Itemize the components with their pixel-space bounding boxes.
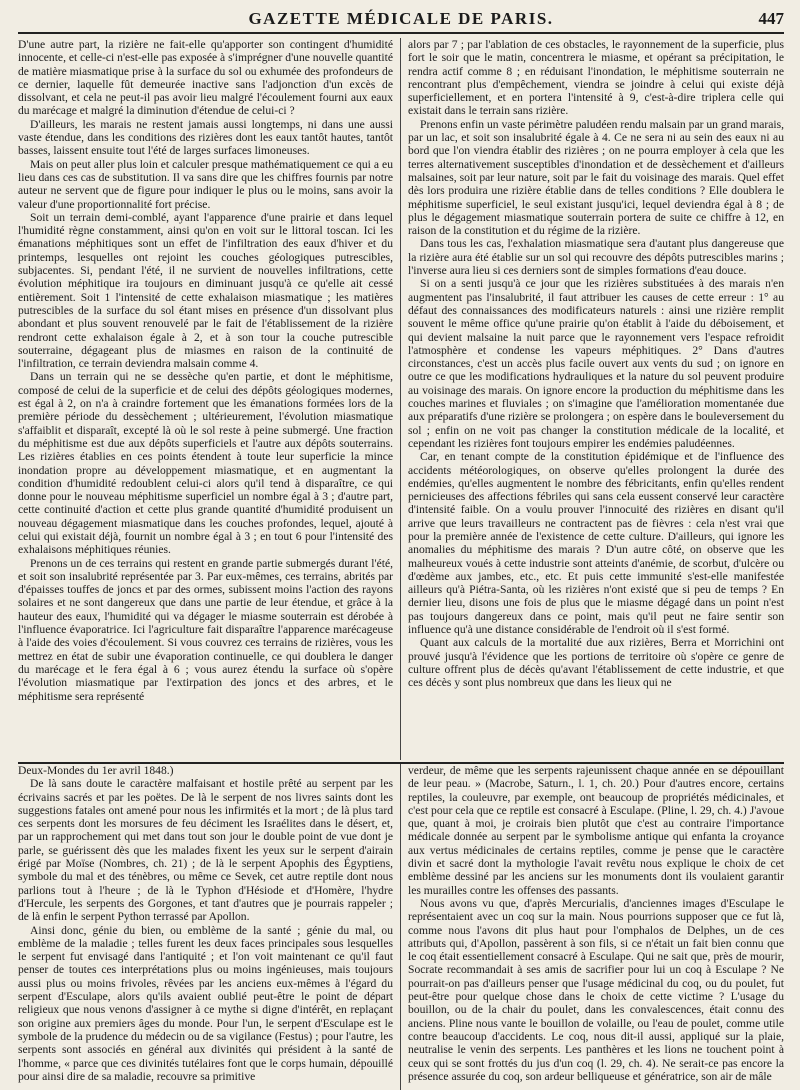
page-header [18,6,784,34]
journal-title: GAZETTE MÉDICALE DE PARIS. [248,9,554,28]
bottom-left-column [18,764,401,1090]
paragraph: Prenons un de ces terrains qui restent en grande partie submergés durant l'été, et soit son insalubrité représentée par 3. Par eux-mêmes, ces terrains, abrités par d'épaisses touffes de joncs et par des ormes, subissent moins l'action des rayons solaires et ne sont dangereux que dans une partie de leur étendue, et grâce à la hauteur des eaux, l'humidité qui va dégager le miasme souterrain est dérobée à l'influence évaporatrice. Ici l'agriculture fait disparaître l'apparence marécageuse à l'aide des voies d'écoulement. Si vous couvrez ces terrains de rizières, vous les mettrez en état de subir une évaporation continuelle, ce qui doublera le danger du marécage et le fera égal à 6 ; vous aurez étendu la surface où s'opère l'évolution miasmatique par l'extirpation des joncs et des arbres, et le méphitisme sera représenté [18,556,393,703]
paragraph: verdeur, de même que les serpents rajeunissent chaque année en se dépouillant de leur peau. » (Macrobe, Saturn., l. 1, ch. 20.) Pour d'autres encore, certains reptiles, la couleuvre, par exemple, ont beaucoup de propriétés médicinales, et c'est pour cela que ce reptile est consacré à Esculape. (Pline, l. 29, ch. 4.) J'avoue que, quant à moi, je croirais bien plutôt que c'est au contraire l'importance médicale donnée au serpent par le symbolisme antique qui enfanta la croyance aux vertus médicinales de certains reptiles, comme je pense que le caractère divin et sacré dont la mythologie l'avait revêtu nous explique le choix de cet emblème dessiné par les anciens sur les monuments dont ils voulaient garantir les murailles contre les offenses des passants. [408,764,784,897]
paragraph: Quant aux calculs de la mortalité due aux rizières, Berra et Morrichini ont prouvé jusqu'à l'évidence que les portions de territoire où s'opère ce genre de culture offrent plus de décès qu'avant l'établissement de cette industrie, et que ces décès y sont plus nombreux que dans les lieux qui ne [408,636,784,690]
top-right-column [401,38,784,760]
paragraph: D'une autre part, la rizière ne fait-elle qu'apporter son contingent d'humidité innocente, et celle-ci n'est-elle pas exposée à s'imprégner d'une nouvelle quantité de matière miasmatique prise à la surface du sol ou exhumée des profondeurs de ce dernier, laquelle fût demeurée inactive sans l'adjonction d'un excès de dissolvant, et cela ne peut-il pas avoir lieu malgré l'écoulement fourni aux eaux du marécage et malgré la diminution d'étendue de celui-ci ? [18,38,393,118]
paragraph: De là sans doute le caractère malfaisant et hostile prêté au serpent par les écrivains sacrés et par les poëtes. De là le serpent de nos livres saints dont les suggestions fatales ont amené pour nous les infirmités et la mort ; de là plus tard ces serpents dont les morsures de feu déciment les Israélites dans le désert, et, par un rapprochement qui met dans tout son jour le double point de vue dont je parle, se guérissent dès que les malades fixent les yeux sur le serpent d'airain érigé par Moïse (Nombres, ch. 21) ; de là le serpent Apophis des Égyptiens, symbole du mal et des ténèbres, ou même ce Sevek, cet autre reptile dont nous parlions tout à l'heure ; de là le Typhon d'Hésiode et d'Homère, l'hydre d'Hercule, les serpents des Gorgones, et tant d'autres que je pourrais rappeler ; de là enfin le serpent Python terrassé par Apollon. [18,777,393,924]
bottom-right-column [401,764,784,1090]
top-left-column [18,38,401,760]
paragraph: Si on a senti jusqu'à ce jour que les rizières substituées à des marais n'en augmentent pas l'insalubrité, il faut attribuer les causes de cette erreur : 1° au défaut des connaissances des modificateurs naturels : ainsi une rizière remplit souvent le même office qu'une prairie qu'on établit à l'aide du déboisement, et qui devient malsaine la nuit parce que le rayonnement vers l'espace refroidit l'atmosphère et condense les vapeurs méphitiques. 2° Dans d'autres circonstances, c'est un accès plus facile ouvert aux vents du sud ; on ignore en outre ce que les modifications hydrauliques et la nature du sol peuvent produire au voisinage des marais. On ignore encore la production du méphitisme dans les couches marines et fluviales ; on s'imagine que l'amélioration momentanée due aux préparatifs d'une rizière se prolongera ; on espère dans le bouleversement du sol ; enfin on ne voit pas changer la constitution médicale de la localité, et cependant les rizières font toujours empirer les endémies paludéennes. [408,277,784,450]
paragraph: Prenons enfin un vaste périmètre paludéen rendu malsain par un grand marais, par un lac, et soit son insalubrité égale à 4. Ce ne sera ni au sein des eaux ni au bord que l'on viendra établir des rizières ; on ne pourra employer à cela que les terres alternativement susceptibles d'inondation et de dessèchement et d'ailleurs malsaines, soit par leur nature, soit par le fait du voisinage des marais. Quel effet dès lors produira une rizière établie dans de telles conditions ? Elle doublera le méphitisme superficiel, le seul existant jusqu'ici, lequel deviendra égal à 8 ; de plus le dégagement miasmatique souterrain portera de suite ce chiffre à 12, en raison de la constitution et du régime de la rizière. [408,117,784,238]
top-section [18,38,784,760]
paragraph: Nous avons vu que, d'après Mercurialis, d'anciennes images d'Esculape le représentaient avec un coq sur la main. Nous pourrions supposer que ce fut là, comme nous l'avons dit plus haut pour l'omphalos de Delphes, un de ces attributs qui, d'Apollon, passèrent à son fils, si ce n'était un fait bien connu que le coq était essentiellement consacré à Esculape. Qui ne sait que, près de mourir, Socrate recommandait à ses amis de sacrifier pour lui un coq à Esculape ? Ne pourrait-on pas d'ailleurs penser que l'usage médicinal du coq, ou du poulet, fut peut-être pour quelque chose dans le choix de cette victime ? L'usage du bouillon, ou de la chair du poulet, dans les convalescences, était connu des anciens. Pline nous vante le bouillon de volaille, ou l'eau de poulet, comme utile contre beaucoup d'accidents. Le coq, nous dit-il aussi, appliqué sur la plaie, neutralise le venin des serpents. Les panthères et les lions ne touchent point à ceux qui se sont frottés du jus d'un coq (l. 29, ch. 4). Ne serait-ce pas encore la présence assurée du coq, son ardeur belliqueuse et génératrice, son air de mâle [408,896,784,1083]
paragraph: alors par 7 ; par l'ablation de ces obstacles, le rayonnement de la superficie, plus fort le soir que le matin, concentrera le miasme, et opérant sa précipitation, le rendra actif comme 8 ; en réduisant l'inondation, le méphitisme souterrain ne rencontrant plus d'empêchement, viendra se joindre à celui qui existe déjà superficiellement, et en portera l'intensité à 9, c'est-à-dire triplera celle qui existait dans le terrain sans rizière. [408,38,784,118]
paragraph: Mais on peut aller plus loin et calculer presque mathématiquement ce qui a eu lieu dans ces cas de substitution. Il va sans dire que les chiffres fournis par notre auteur ne servent que de figure pour indiquer le plus ou le moins, sans avoir la valeur d'une proportionnalité fort précise. [18,157,393,211]
paragraph: Dans tous les cas, l'exhalation miasmatique sera d'autant plus dangereuse que la rizière aura été établie sur un sol qui recouvre des dépôts putrescibles marins ; l'inverse aura lieu si ces derniers sont de simples formations d'eau douce. [408,237,784,278]
paragraph: Dans un terrain qui ne se dessèche qu'en partie, et dont le méphitisme, composé de celui de la superficie et de celui des dépôts géologiques modernes, est égal à 2, on n'a à craindre fortement que les émanations formées lors de la première période du dessèchement ; ultérieurement, l'évolution miasmatique s'affaiblit et disparaît, excepté là où le sol reste à peine submergé. Une fraction du méphitisme est due aux dépôts superficiels et l'autre aux dépôts souterrains. Les rizières établies en ces points étendent à toute leur superficie la mince inondation propre au développement miasmatique, et en augmentant la condition d'humidité redoublent celui-ci alors qu'il tend à disparaître, ce qui donne pour le nouveau méphitisme superficiel un nombre égal à 3 ; d'autre part, cette continuité d'action et cette plus grande quantité d'humidité produisent un nouveau dégagement miasmatique dans les couches profondes, lequel, ajouté à celui qui existait déjà, fournit un nombre égal à 3 ; en tout 6 pour l'intensité des exhalaisons méphitiques réunies. [18,370,393,557]
page-number: 447 [758,9,784,28]
paragraph: D'ailleurs, les marais ne restent jamais aussi longtemps, ni dans une aussi vaste étendue, dans les conditions des rizières dont les eaux tantôt hautes, tantôt basses, laissent ensuite tout l'été de larges surfaces limoneuses. [18,117,393,158]
citation-line: Deux-Mondes du 1er avril 1848.) [18,764,174,777]
feuilleton-section [18,762,784,1090]
paragraph: Ainsi donc, génie du bien, ou emblème de la santé ; génie du mal, ou emblème de la maladie ; telles furent les deux faces principales sous lesquelles le serpent fut envisagé dans l'antiquité ; et l'on voit maintenant ce qu'il faut penser de toutes ces interprétations plus ou moins ingénieuses, mais toujours aussi plus ou moins frivoles, rêvées par les anciens eux-mêmes à l'égard du serpent d'Esculape, alors qu'ils avaient oublié peut-être le point de départ religieux que nous venons d'assigner à ce mythe si digne d'intérêt, en replaçant son origine aux premiers âges du monde. Pour l'un, le serpent d'Esculape est le symbole de la prudence du médecin ou de sa vigilance (Festus) ; pour l'autre, les serpents sont associés en général aux divinités qui président à la santé de l'homme, « parce que ces divinités tutélaires font que le corps humain, dépouillé pour ainsi dire de sa maladie, recouvre sa primitive [18,923,393,1083]
paragraph: Car, en tenant compte de la constitution épidémique et de l'influence des accidents météorologiques, on observe qu'elles prolongent la durée des endémies, qu'elles augmentent le nombre des fébricitants, enfin qu'elles rendent pernicieuses des affections fébriles qui sans cela eussent conservé leur caractère d'intensité faible. On a voulu prouver l'innocuité des rizières en disant qu'il arrive que leurs travailleurs ne contractent pas de fièvres : cela n'est vrai que pour la première année de l'existence de cette culture. D'ailleurs, qui ignore les anomalies du méphitisme des marais ? D'un autre côté, on observe que les malheureux voués à cette industrie sont atteints d'anémie, de scorbut, d'ulcère ou d'œdème aux jambes, etc., etc. Et puis cette immunité s'est-elle manifestée ailleurs qu'à Piétra-Santa, où les rizières n'ont existé que si peu de temps ? En dernier lieu, disons une fois de plus que le miasme dégagé dans un point n'est pas toujours dangereux dans ce point, mais qu'il peut ne faire sentir son influence qu'à une distance considérable de l'endroit où il s'est formé. [408,450,784,637]
paragraph: Soit un terrain demi-comblé, ayant l'apparence d'une prairie et dans lequel l'humidité règne constamment, ainsi qu'on en voit sur le littoral toscan. Ici les émanations méphitiques sont un effet de l'infiltration des eaux d'hiver et du printemps, lesquelles ont rejoint les couches géologiques putrescibles, subjacentes. Si, pendant l'été, il ne survient de nouvelles infiltrations, cette évolution méphitique ira toujours en diminuant jusqu'à ce qu'elle ait cessé entièrement. Soit 1 l'intensité de cette exhalaison miasmatique ; les matières putrescibles de la surface du sol étant mises en présence d'un dissolvant plus abondant et plus souvent renouvelé par le fait de l'établissement de la rizière rendront cette exhalaison égale à 2, et à son tour la couche putrescible souterraine, dégageant plus de miasmes en raison de la continuité de l'infiltration, ce terrain deviendra malsain comme 4. [18,210,393,371]
